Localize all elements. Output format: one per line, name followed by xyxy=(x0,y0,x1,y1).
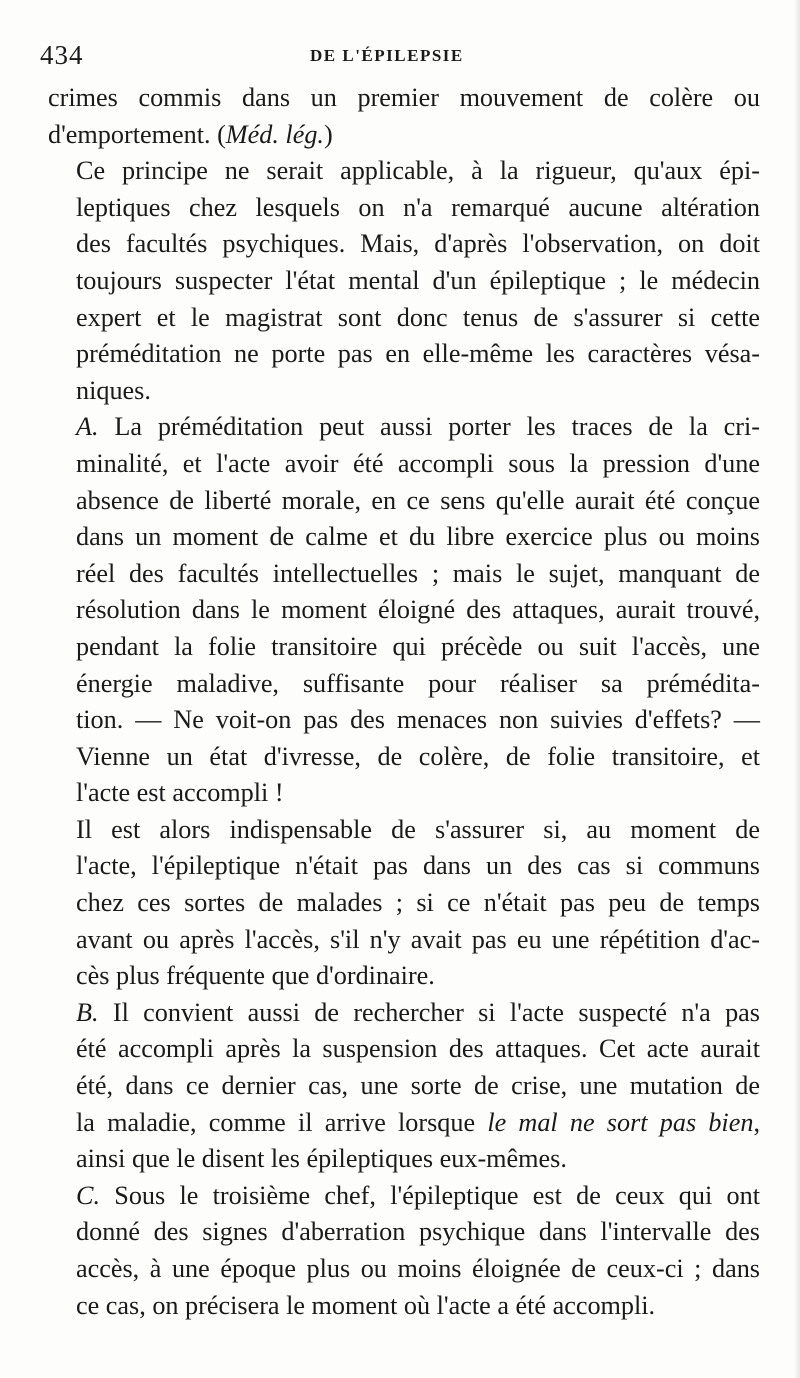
running-title: DE L'ÉPILEPSIE xyxy=(310,46,464,65)
text-line: leptiques chez lesquels on n'a remarqué aucune altération xyxy=(76,192,760,222)
text-line: dans un moment de calme et du libre exercice plus ou moins xyxy=(76,522,760,552)
text-line: Vienne un état d'ivresse, de colère, de folie transitoire, et xyxy=(76,741,760,771)
text-line: crimes commis dans un premier mouvement de colère ou xyxy=(48,83,760,112)
text-line: B. Il convient aussi de rechercher si l'acte suspecté n'a pas xyxy=(76,997,760,1027)
text-line: tion. — Ne voit-on pas des menaces non suivies d'effets? — xyxy=(76,705,760,735)
page-number: 434 xyxy=(40,40,84,70)
body-text xyxy=(48,80,760,1324)
text-line: été accompli après la suspension des attaques. Cet acte aurait xyxy=(76,1034,760,1064)
text-line: accès, à une époque plus ou moins éloignée de ceux-ci ; dans xyxy=(76,1254,760,1283)
text-line: absence de liberté morale, en ce sens qu'elle aurait été conçue xyxy=(76,485,760,515)
text-line: des facultés psychiques. Mais, d'après l'observation, on doit xyxy=(76,229,760,259)
text-line: l'acte, l'épileptique n'était pas dans un des cas si communs xyxy=(76,851,760,881)
text-line: minalité, et l'acte avoir été accompli sous la pression d'une xyxy=(76,448,760,478)
text-line: la maladie, comme il arrive lorsque le mal ne sort pas bien, xyxy=(76,1107,760,1137)
text-line: énergie maladive, suffisante pour réaliser sa prémédita- xyxy=(76,668,760,698)
text-line: ainsi que le disent les épileptiques eux-mêmes. xyxy=(76,1144,567,1174)
text-line: préméditation ne porte pas en elle-même les caractères vésa- xyxy=(76,339,760,369)
paragraph xyxy=(48,812,760,995)
paragraph xyxy=(48,153,760,409)
text-line: donné des signes d'aberration psychique dans l'intervalle des xyxy=(76,1217,760,1247)
paragraph xyxy=(48,80,760,153)
text-line: A. La préméditation peut aussi porter les traces de la cri- xyxy=(76,412,760,442)
text-line: réel des facultés intellectuelles ; mais le sujet, manquant de xyxy=(76,558,760,588)
text-line: pendant la folie transitoire qui précède ou suit l'accès, une xyxy=(76,631,760,661)
text-line: Il est alors indispensable de s'assurer si, au moment de xyxy=(76,814,760,844)
text-line: été, dans ce dernier cas, une sorte de crise, une mutation de xyxy=(76,1071,760,1101)
running-head xyxy=(40,40,760,70)
text-line: ce cas, on précisera le moment où l'acte a été accompli. xyxy=(76,1290,656,1320)
paragraph xyxy=(48,1178,760,1324)
text-line: expert et le magistrat sont donc tenus de s'assurer si cette xyxy=(76,302,760,332)
text-line: chez ces sortes de malades ; si ce n'était pas peu de temps xyxy=(76,888,760,918)
text-line: avant ou après l'accès, s'il n'y avait pas eu une répétition d'ac- xyxy=(76,924,760,954)
text-line: niques. xyxy=(76,375,151,405)
text-line: C. Sous le troisième chef, l'épileptique est de ceux qui ont xyxy=(76,1180,760,1210)
page-edge xyxy=(794,0,800,1378)
text-line: Ce principe ne serait applicable, à la rigueur, qu'aux épi- xyxy=(76,156,760,186)
text-line: toujours suspecter l'état mental d'un épileptique ; le médecin xyxy=(76,265,760,295)
text-line: l'acte est accompli ! xyxy=(76,778,284,808)
paragraph xyxy=(48,409,760,812)
text-line: d'emportement. (Méd. lég.) xyxy=(48,119,333,149)
text-line: résolution dans le moment éloigné des attaques, aurait trouvé, xyxy=(76,595,760,625)
paragraph xyxy=(48,995,760,1178)
text-line: cès plus fréquente que d'ordinaire. xyxy=(76,961,435,991)
